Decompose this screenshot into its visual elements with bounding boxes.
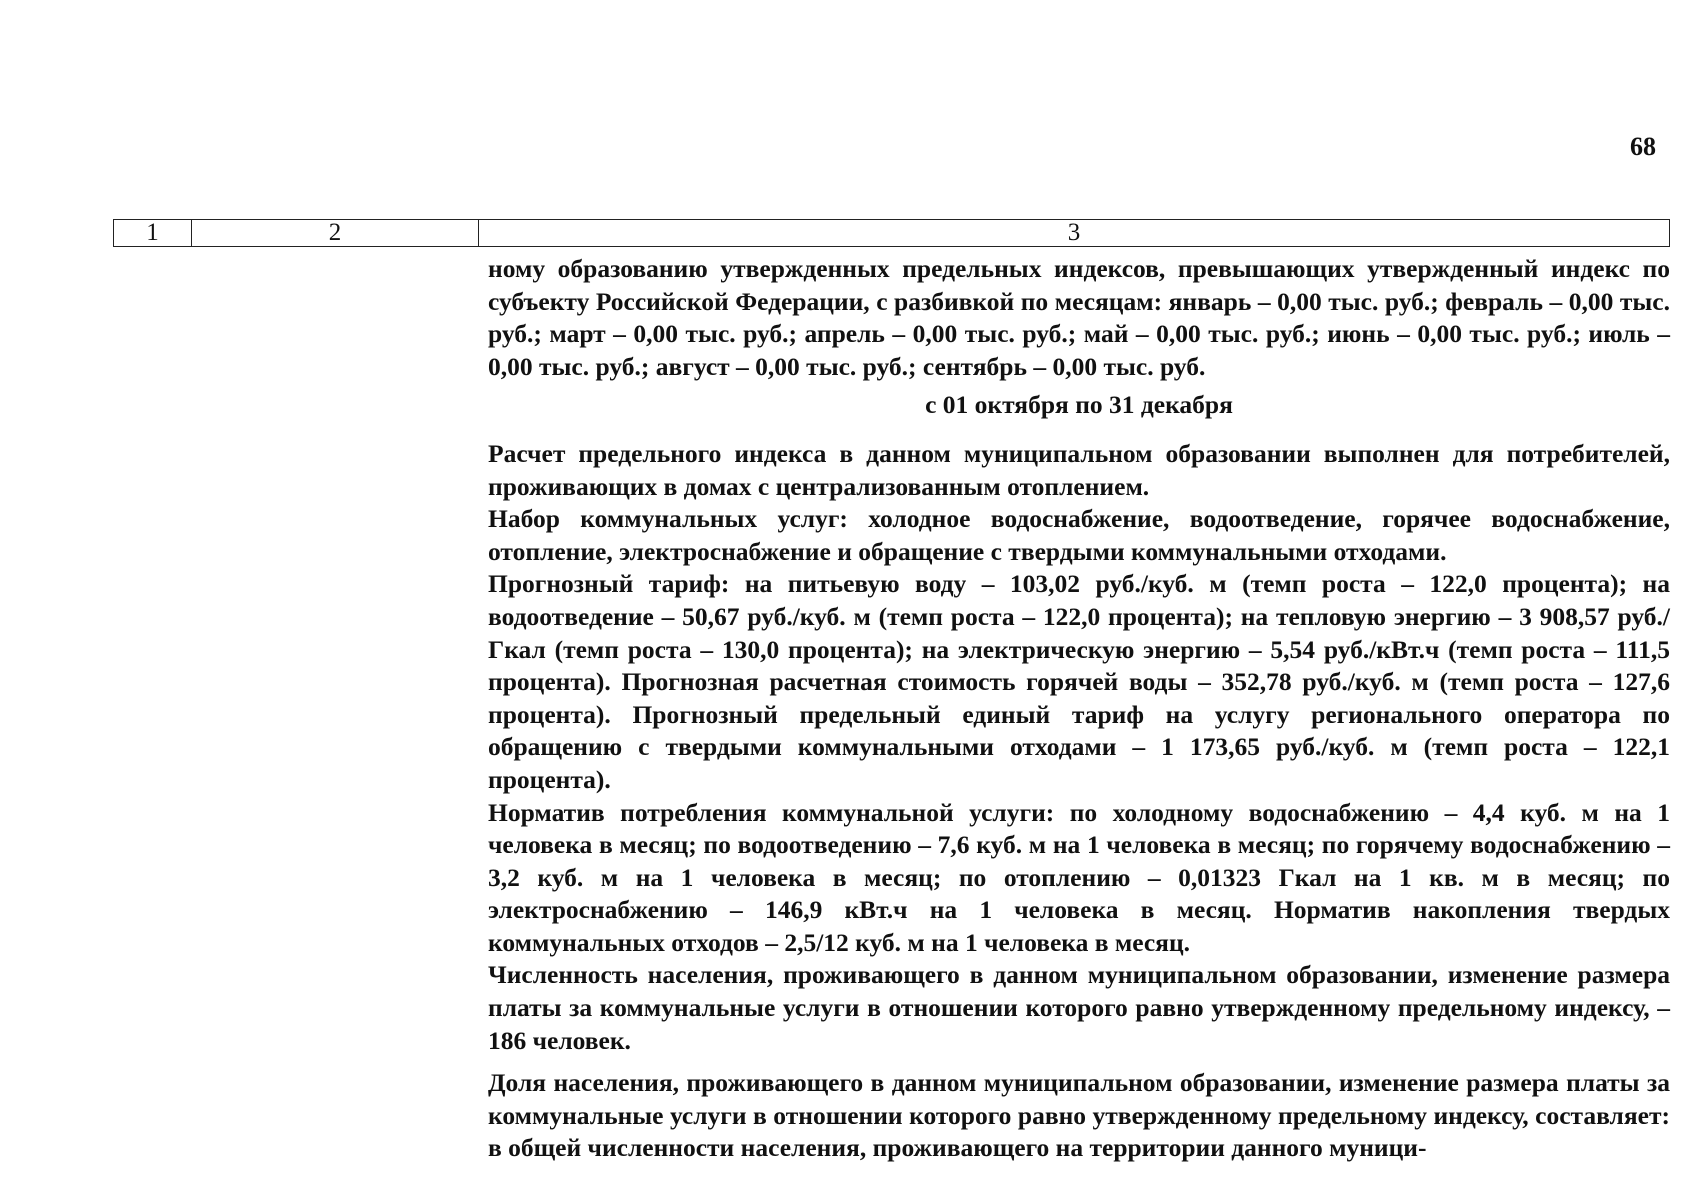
paragraph-population-count: Численность населения, проживающего в данном муниципальном образовании, изменение размера платы за коммунальные услуги в отношении которого равно утвержденному предельному индексу, – 186 человек.	[488, 960, 1670, 1055]
document-body	[488, 253, 1670, 1165]
column-number-2: 2	[192, 220, 479, 246]
paragraph-population-share: Доля населения, проживающего в данном муниципальном образовании, изменение размера платы за коммунальные услуги в отношении которого равно утвержденному предельному индексу, составляет: в общей численности населения, проживающего на территории данного муници-	[488, 1068, 1670, 1163]
column-number-3: 3	[1067, 219, 1081, 246]
table-column-header	[113, 219, 1670, 247]
page-number: 68	[1630, 132, 1656, 161]
period-heading: с 01 октября по 31 декабря	[925, 390, 1233, 420]
paragraph-calculation-basis: Расчет предельного индекса в данном муниципальном образовании выполнен для потребителей, проживающих в домах с централизованным отоплением.	[488, 438, 1670, 501]
column-number-1: 1	[114, 220, 192, 246]
paragraph-forecast-tariff: Прогнозный тариф: на питьевую воду – 103,02 руб./куб. м (темп роста – 122,0 процента); на водоотведение – 50,67 руб./куб. м (темп роста – 122,0 процента); на тепловую энергию – 3 908,57 руб./Гкал (темп роста – 130,0 процента); на электрическую энергию – 5,54 руб./кВт.ч (темп роста – 111,5 процента). Прогнозная расчетная стоимость горячей воды – 352,78 руб./куб. м (темп роста – 127,6 процента). Прогнозный предельный единый тариф на услугу регионального оператора по обращению с твердыми коммунальными отходами – 1 173,65 руб./куб. м (темп роста – 122,1 процента).	[488, 569, 1670, 794]
paragraph-services-set: Набор коммунальных услуг: холодное водоснабжение, водоотведение, горячее водоснабжение, отопление, электроснабжение и обращение с твердыми коммунальными отходами.	[488, 504, 1670, 566]
paragraph-consumption-norm: Норматив потребления коммунальной услуги: по холодному водоснабжению – 4,4 куб. м на 1 человека в месяц; по водоотведению – 7,6 куб. м на 1 человека в месяц; по горячему водоснабжению – 3,2 куб. м на 1 человека в месяц; по отоплению – 0,01323 Гкал на 1 кв. м в месяц; по электроснабжению – 146,9 кВт.ч на 1 человека в месяц. Норматив накопления твердых коммунальных отходов – 2,5/12 куб. м на 1 человека в месяц.	[488, 797, 1670, 957]
paragraph-continuation: ному образованию утвержденных предельных индексов, превышающих утвержденный индекс по субъекту Российской Федерации, с разбивкой по месяцам: январь – 0,00 тыс. руб.; февраль – 0,00 тыс. руб.; март – 0,00 тыс. руб.; апрель – 0,00 тыс. руб.; май – 0,00 тыс. руб.; июнь – 0,00 тыс. руб.; июль – 0,00 тыс. руб.; август – 0,00 тыс. руб.; сентябрь – 0,00 тыс. руб.	[488, 254, 1670, 381]
